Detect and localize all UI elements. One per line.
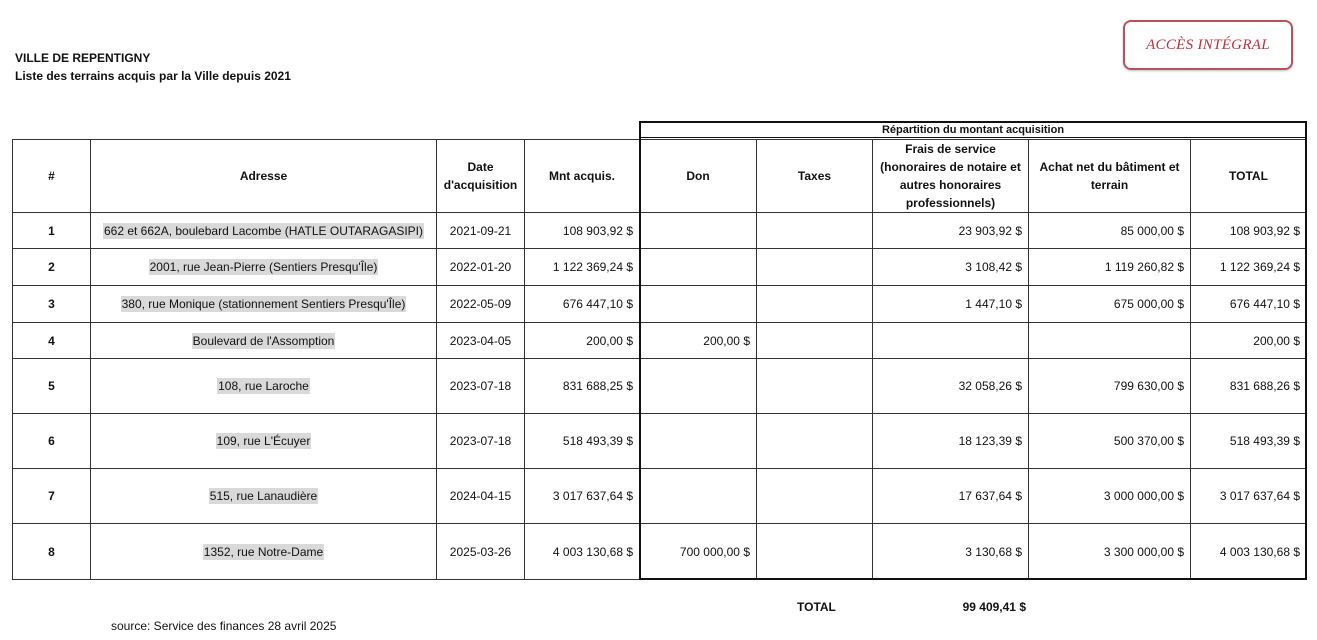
row-date: 2022-01-20 [437, 249, 525, 286]
row-total: 831 688,26 $ [1191, 359, 1307, 414]
document-subtitle: Liste des terrains acquis par la Ville depuis 2021 [15, 69, 291, 83]
row-frais: 3 108,42 $ [873, 249, 1029, 286]
row-achat: 85 000,00 $ [1029, 213, 1191, 249]
table-row [13, 323, 1307, 359]
row-frais [873, 323, 1029, 359]
row-taxes [757, 359, 873, 414]
row-taxes [757, 469, 873, 524]
row-mnt: 3 017 637,64 $ [525, 469, 640, 524]
row-address [91, 323, 437, 359]
row-achat: 799 630,00 $ [1029, 359, 1191, 414]
address-text: 2001, rue Jean-Pierre (Sentiers Presqu'Île) [149, 260, 378, 274]
row-num: 7 [13, 469, 91, 524]
row-date: 2021-09-21 [437, 213, 525, 249]
row-don [640, 469, 757, 524]
col-header-taxes: Taxes [757, 140, 873, 213]
row-date: 2024-04-15 [437, 469, 525, 524]
address-text: 108, rue Laroche [218, 379, 309, 393]
row-mnt: 4 003 130,68 $ [525, 524, 640, 580]
col-header-address: Adresse [91, 140, 437, 213]
row-num: 6 [13, 414, 91, 469]
row-taxes [757, 524, 873, 580]
row-mnt: 108 903,92 $ [525, 213, 640, 249]
row-address [91, 524, 437, 580]
row-address [91, 469, 437, 524]
row-don [640, 249, 757, 286]
row-num: 3 [13, 286, 91, 323]
row-taxes [757, 323, 873, 359]
row-don [640, 359, 757, 414]
table-row [13, 249, 1307, 286]
row-address [91, 213, 437, 249]
row-frais: 17 637,64 $ [873, 469, 1029, 524]
row-mnt: 831 688,25 $ [525, 359, 640, 414]
row-date: 2023-07-18 [437, 414, 525, 469]
row-mnt: 200,00 $ [525, 323, 640, 359]
row-frais: 1 447,10 $ [873, 286, 1029, 323]
row-taxes [757, 286, 873, 323]
col-header-mnt: Mnt acquis. [525, 140, 640, 213]
row-num: 4 [13, 323, 91, 359]
col-header-don: Don [640, 140, 757, 213]
address-text: Boulevard de l'Assomption [192, 333, 335, 348]
address-text: 1352, rue Notre-Dame [203, 544, 324, 559]
col-header-date: Date d'acquisition [437, 140, 525, 213]
table-row [13, 286, 1307, 323]
row-frais: 23 903,92 $ [873, 213, 1029, 249]
row-mnt: 1 122 369,24 $ [525, 249, 640, 286]
row-address [91, 414, 437, 469]
row-date: 2022-05-09 [437, 286, 525, 323]
row-total: 676 447,10 $ [1191, 286, 1307, 323]
table-header-row [13, 140, 1307, 213]
row-taxes [757, 213, 873, 249]
group-header: Répartition du montant acquisition [639, 121, 1307, 138]
address-text: 662 et 662A, boulebard Lacombe (HATLE OUTARAGASIPI) [103, 223, 424, 238]
row-num: 1 [13, 213, 91, 249]
table-row [13, 213, 1307, 249]
row-achat: 500 370,00 $ [1029, 414, 1191, 469]
table-row [13, 524, 1307, 580]
row-achat: 3 300 000,00 $ [1029, 524, 1191, 580]
grand-total-label: TOTAL [797, 600, 836, 614]
row-date: 2023-07-18 [437, 359, 525, 414]
row-num: 8 [13, 524, 91, 580]
row-don: 700 000,00 $ [640, 524, 757, 580]
row-achat: 1 119 260,82 $ [1029, 249, 1191, 286]
col-header-achat: Achat net du bâtiment et terrain [1029, 140, 1191, 213]
address-text: 380, rue Monique (stationnement Sentiers Presqu'Île) [121, 297, 406, 311]
row-don: 200,00 $ [640, 323, 757, 359]
col-header-total: TOTAL [1191, 140, 1307, 213]
row-address [91, 359, 437, 414]
row-total: 200,00 $ [1191, 323, 1307, 359]
row-frais: 32 058,26 $ [873, 359, 1029, 414]
row-achat: 3 000 000,00 $ [1029, 469, 1191, 524]
access-stamp: ACCÈS INTÉGRAL [1123, 20, 1293, 70]
row-address [91, 286, 437, 323]
source-note: source: Service des finances 28 avril 2025 [111, 619, 337, 633]
row-taxes [757, 414, 873, 469]
row-address [91, 249, 437, 286]
row-total: 1 122 369,24 $ [1191, 249, 1307, 286]
address-text: 109, rue L'Écuyer [216, 434, 311, 448]
row-date: 2023-04-05 [437, 323, 525, 359]
table-row [13, 469, 1307, 524]
row-total: 3 017 637,64 $ [1191, 469, 1307, 524]
grand-total-value: 99 409,41 $ [962, 600, 1026, 614]
row-achat [1029, 323, 1191, 359]
row-num: 2 [13, 249, 91, 286]
row-frais: 3 130,68 $ [873, 524, 1029, 580]
row-mnt: 676 447,10 $ [525, 286, 640, 323]
row-don [640, 213, 757, 249]
row-mnt: 518 493,39 $ [525, 414, 640, 469]
row-total: 518 493,39 $ [1191, 414, 1307, 469]
row-date: 2025-03-26 [437, 524, 525, 580]
row-taxes [757, 249, 873, 286]
row-achat: 675 000,00 $ [1029, 286, 1191, 323]
table-row [13, 414, 1307, 469]
row-don [640, 286, 757, 323]
col-header-num: # [13, 140, 91, 213]
row-num: 5 [13, 359, 91, 414]
row-frais: 18 123,39 $ [873, 414, 1029, 469]
col-header-frais: Frais de service (honoraires de notaire et autres honoraires professionnels) [873, 140, 1029, 213]
acquisitions-table [12, 139, 1307, 580]
address-text: 515, rue Lanaudière [209, 489, 318, 503]
organization-name: VILLE DE REPENTIGNY [15, 51, 151, 65]
row-total: 4 003 130,68 $ [1191, 524, 1307, 580]
table-row [13, 359, 1307, 414]
row-total: 108 903,92 $ [1191, 213, 1307, 249]
row-don [640, 414, 757, 469]
